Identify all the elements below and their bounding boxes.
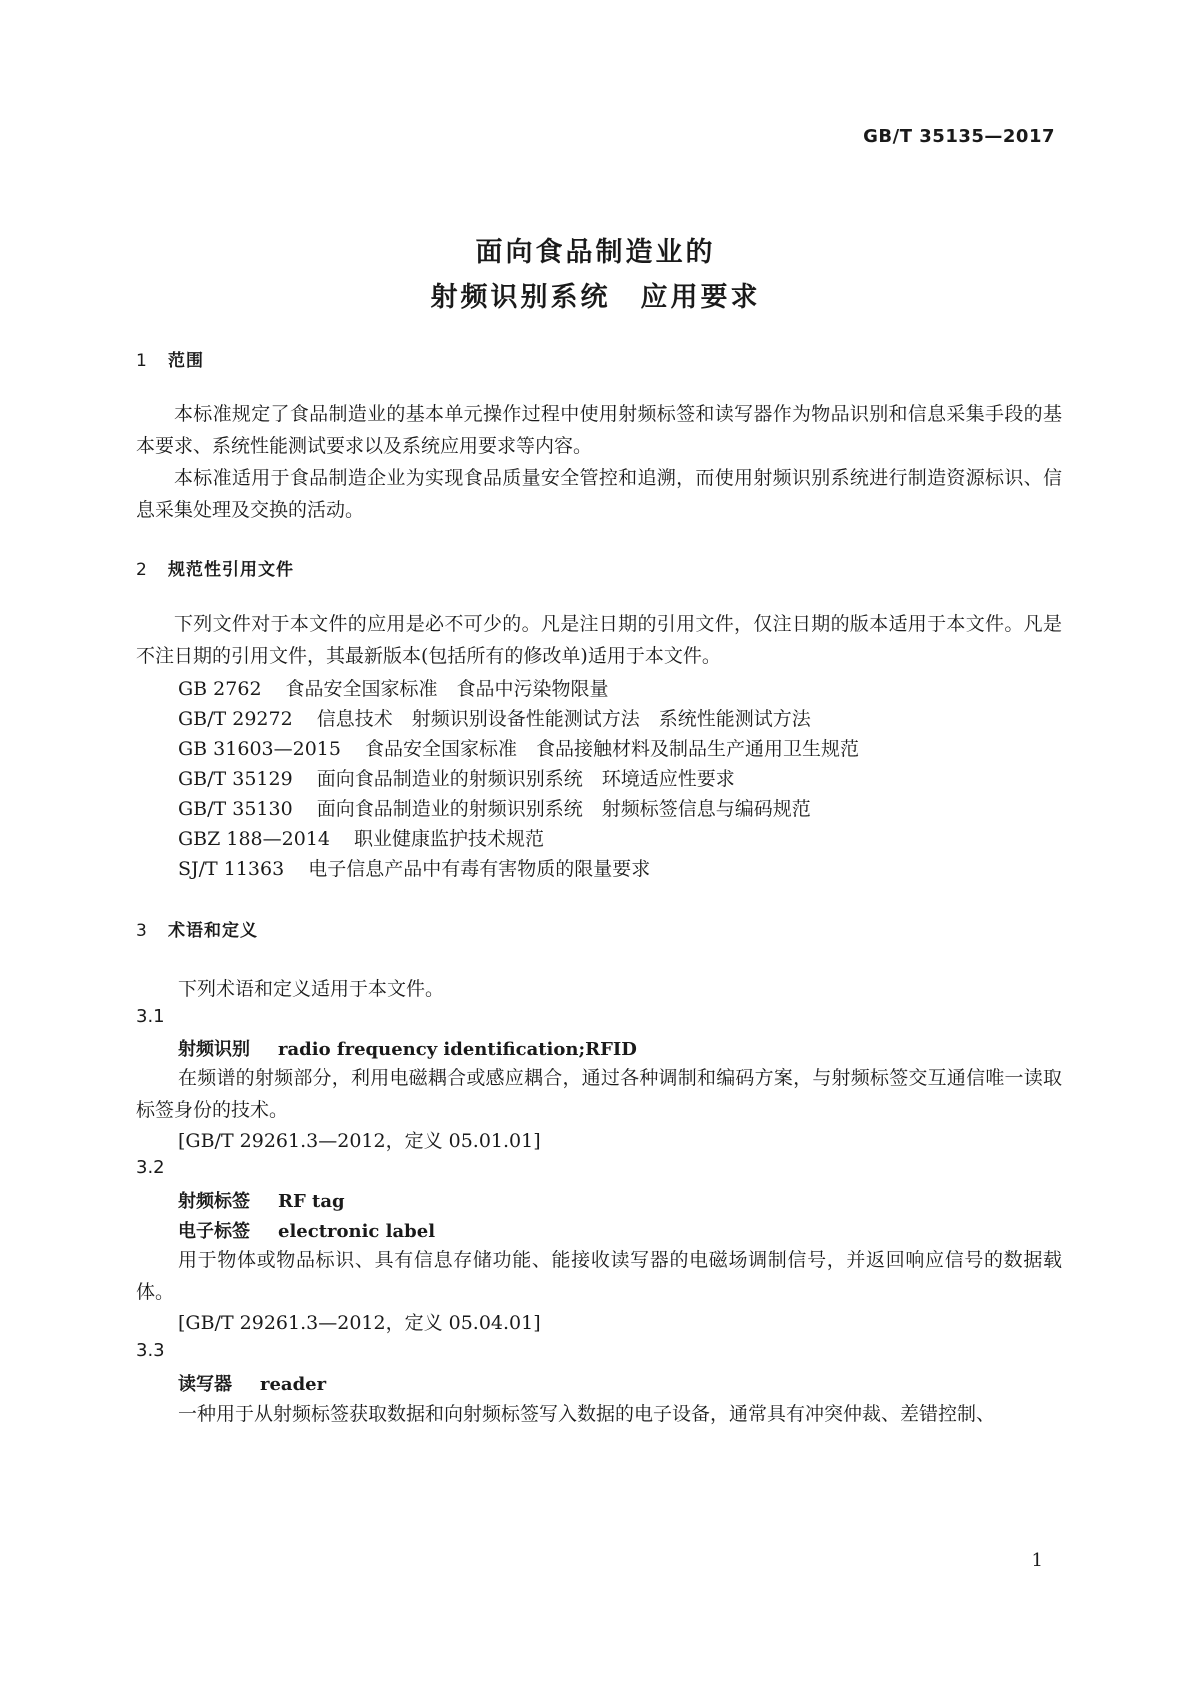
reference-item <box>178 764 735 791</box>
section-1-paragraph-1: 本标准规定了食品制造业的基本单元操作过程中使用射频标签和读写器作为物品识别和信息采集手段的基本要求、系统性能测试要求以及系统应用要求等内容。 <box>136 403 1062 457</box>
section-number: 1 <box>136 351 148 371</box>
reference-item <box>178 704 811 731</box>
term-zh: 电子标签 <box>178 1221 250 1242</box>
reference-code: GB 31603—2015 <box>178 738 341 760</box>
term-source: [GB/T 29261.3—2012，定义 05.01.01] <box>178 1130 541 1152</box>
standard-number: GB/T 35135—2017 <box>863 126 1055 147</box>
term-definition: 在频谱的射频部分，利用电磁耦合或感应耦合，通过各种调制和编码方案，与射频标签交互通信唯一读取标签身份的技术。 <box>136 1067 1062 1121</box>
term-en: radio frequency identification;RFID <box>278 1039 637 1060</box>
reference-title: 信息技术 射频识别设备性能测试方法 系统性能测试方法 <box>316 708 811 730</box>
term-number: 3.2 <box>136 1157 165 1178</box>
term-definition: 用于物体或物品标识、具有信息存储功能、能接收读写器的电磁场调制信号，并返回响应信号的数据载体。 <box>136 1249 1062 1303</box>
term-en: electronic label <box>278 1221 436 1242</box>
term-heading <box>178 1187 345 1213</box>
title-line-1: 面向食品制造业的 <box>475 237 716 268</box>
reference-code: GB/T 29272 <box>178 708 293 730</box>
reference-title: 电子信息产品中有毒有害物质的限量要求 <box>308 858 651 880</box>
section-title: 范围 <box>168 351 204 371</box>
term-number: 3.1 <box>136 1006 165 1027</box>
reference-code: GB/T 35129 <box>178 768 293 790</box>
term-number: 3.3 <box>136 1340 165 1361</box>
section-2-heading <box>136 555 294 580</box>
section-number: 3 <box>136 921 148 941</box>
reference-item <box>178 794 811 821</box>
term-en: reader <box>260 1374 327 1395</box>
reference-title: 职业健康监护技术规范 <box>354 828 545 850</box>
reference-item <box>178 824 544 851</box>
section-1-heading <box>136 346 204 371</box>
reference-title: 面向食品制造业的射频识别系统 环境适应性要求 <box>316 768 735 790</box>
term-definition: 一种用于从射频标签获取数据和向射频标签写入数据的电子设备，通常具有冲突仲裁、差错控制、 <box>178 1403 996 1425</box>
reference-code: SJ/T 11363 <box>178 858 285 880</box>
reference-code: GB/T 35130 <box>178 798 293 820</box>
reference-title: 面向食品制造业的射频识别系统 射频标签信息与编码规范 <box>316 798 811 820</box>
page-number: 1 <box>1031 1550 1043 1571</box>
term-zh: 射频标签 <box>178 1191 250 1212</box>
reference-code: GBZ 188—2014 <box>178 828 330 850</box>
term-heading <box>178 1370 326 1396</box>
term-alt-heading <box>178 1217 435 1243</box>
section-2-intro: 下列文件对于本文件的应用是必不可少的。凡是注日期的引用文件，仅注日期的版本适用于本文件。凡是不注日期的引用文件，其最新版本(包括所有的修改单)适用于本文件。 <box>136 613 1062 667</box>
reference-item <box>178 734 859 761</box>
section-1-paragraph-2: 本标准适用于食品制造企业为实现食品质量安全管控和追溯，而使用射频识别系统进行制造资源标识、信息采集处理及交换的活动。 <box>136 467 1062 521</box>
reference-title: 食品安全国家标准 食品接触材料及制品生产通用卫生规范 <box>364 738 859 760</box>
section-number: 2 <box>136 560 148 580</box>
term-en: RF tag <box>278 1191 345 1212</box>
title-line-2: 射频识别系统 应用要求 <box>430 282 761 313</box>
section-3-heading <box>136 916 258 941</box>
reference-item <box>178 674 609 701</box>
section-3-intro: 下列术语和定义适用于本文件。 <box>178 978 445 1000</box>
reference-title: 食品安全国家标准 食品中污染物限量 <box>285 678 609 700</box>
reference-code: GB 2762 <box>178 678 262 700</box>
reference-item <box>178 854 650 881</box>
section-title: 规范性引用文件 <box>168 560 294 580</box>
section-title: 术语和定义 <box>168 921 258 941</box>
term-zh: 读写器 <box>178 1374 232 1395</box>
term-zh: 射频识别 <box>178 1039 250 1060</box>
term-source: [GB/T 29261.3—2012，定义 05.04.01] <box>178 1312 541 1334</box>
term-heading <box>178 1035 637 1061</box>
